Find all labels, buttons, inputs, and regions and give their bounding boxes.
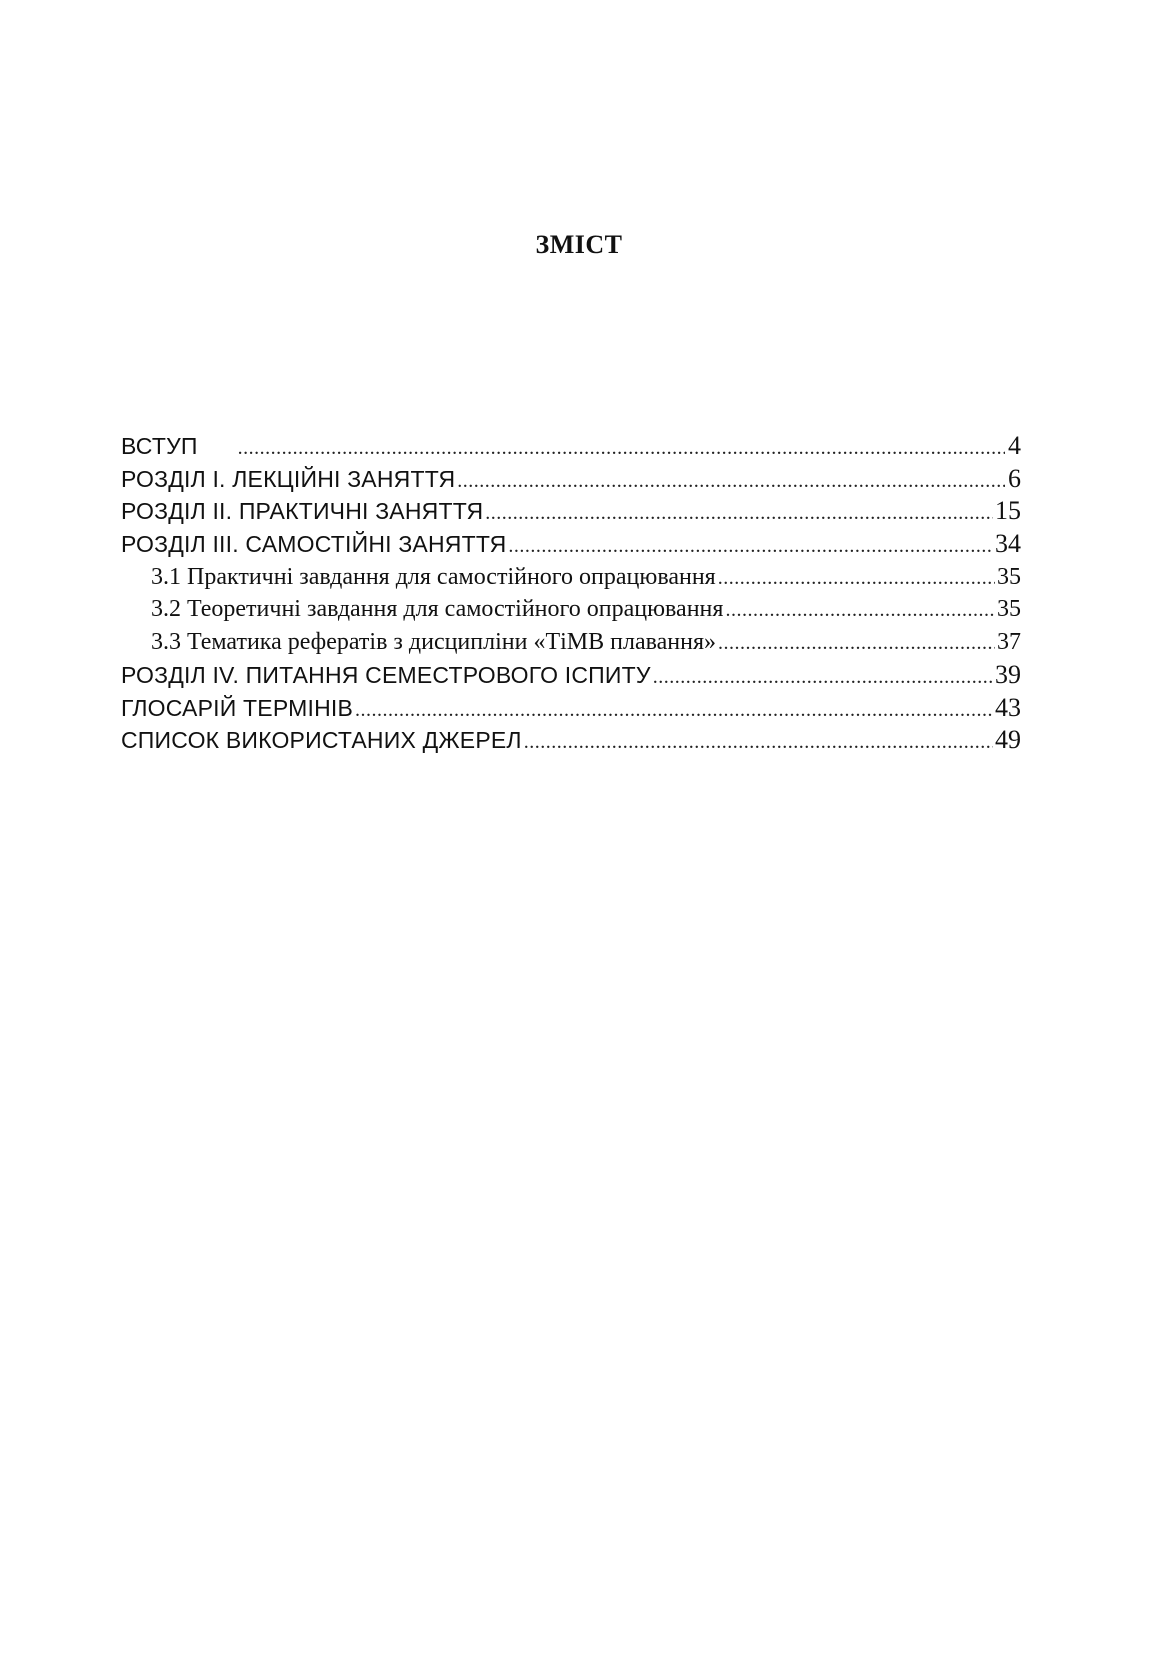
toc-page-number: 35 [997, 563, 1021, 590]
toc-page-number: 6 [1008, 463, 1021, 493]
toc-page-number: 49 [995, 725, 1021, 755]
toc-entry-label: 3.1 Практичні завдання для самостійного опрацювання [151, 563, 716, 590]
toc-entry-section-4[interactable] [121, 659, 1021, 692]
toc-entry-glossary[interactable] [121, 692, 1021, 725]
toc-entry-intro[interactable] [121, 430, 1021, 463]
toc-entry-label: РОЗДІЛ ІV. ПИТАННЯ СЕМЕСТРОВОГО ІСПИТУ [121, 661, 651, 688]
toc-dot-leader [653, 661, 993, 694]
toc-page-number: 37 [997, 629, 1021, 656]
toc-dot-leader [718, 627, 995, 660]
toc-page-number: 4 [1008, 431, 1021, 460]
toc-dot-leader [485, 497, 993, 530]
toc-page-number: 34 [995, 529, 1021, 559]
toc-entry-label: ГЛОСАРІЙ ТЕРМІНІВ [121, 694, 354, 721]
toc-entry-label: СПИСОК ВИКОРИСТАНИХ ДЖЕРЕЛ [121, 727, 522, 754]
toc-dot-leader [508, 530, 993, 563]
toc-entry-subsection-3-2[interactable] [121, 593, 1021, 626]
toc-entry-section-2[interactable] [121, 495, 1021, 528]
toc-dot-leader [238, 432, 1005, 465]
toc-entry-label: РОЗДІЛ І. ЛЕКЦІЙНІ ЗАНЯТТЯ [121, 465, 456, 492]
toc-dot-leader [725, 594, 995, 627]
table-of-contents [121, 430, 1021, 757]
toc-entry-label: 3.2 Теоретичні завдання для самостійного опрацювання [151, 596, 724, 623]
toc-page-number: 43 [995, 692, 1021, 722]
toc-entry-section-1[interactable] [121, 463, 1021, 496]
toc-page-number: 15 [995, 496, 1021, 526]
toc-dot-leader [355, 694, 993, 727]
toc-entry-references[interactable] [121, 724, 1021, 757]
toc-entry-label: 3.3 Тематика рефератів з дисципліни «ТіМВ плавання» [151, 629, 716, 656]
toc-entry-label: ВСТУП [121, 433, 198, 459]
toc-dot-leader [457, 465, 1005, 498]
page-title: ЗМІСТ [535, 230, 623, 259]
toc-entry-label: РОЗДІЛ ІІ. ПРАКТИЧНІ ЗАНЯТТЯ [121, 498, 484, 525]
toc-entry-label: РОЗДІЛ ІІІ. САМОСТІЙНІ ЗАНЯТТЯ [121, 531, 507, 558]
toc-dot-leader [524, 726, 993, 759]
toc-page-number: 39 [995, 659, 1021, 689]
toc-entry-subsection-3-1[interactable] [121, 561, 1021, 594]
toc-page-number: 35 [997, 596, 1021, 623]
toc-entry-subsection-3-3[interactable] [121, 626, 1021, 659]
toc-entry-section-3[interactable] [121, 528, 1021, 561]
toc-dot-leader [718, 562, 995, 595]
